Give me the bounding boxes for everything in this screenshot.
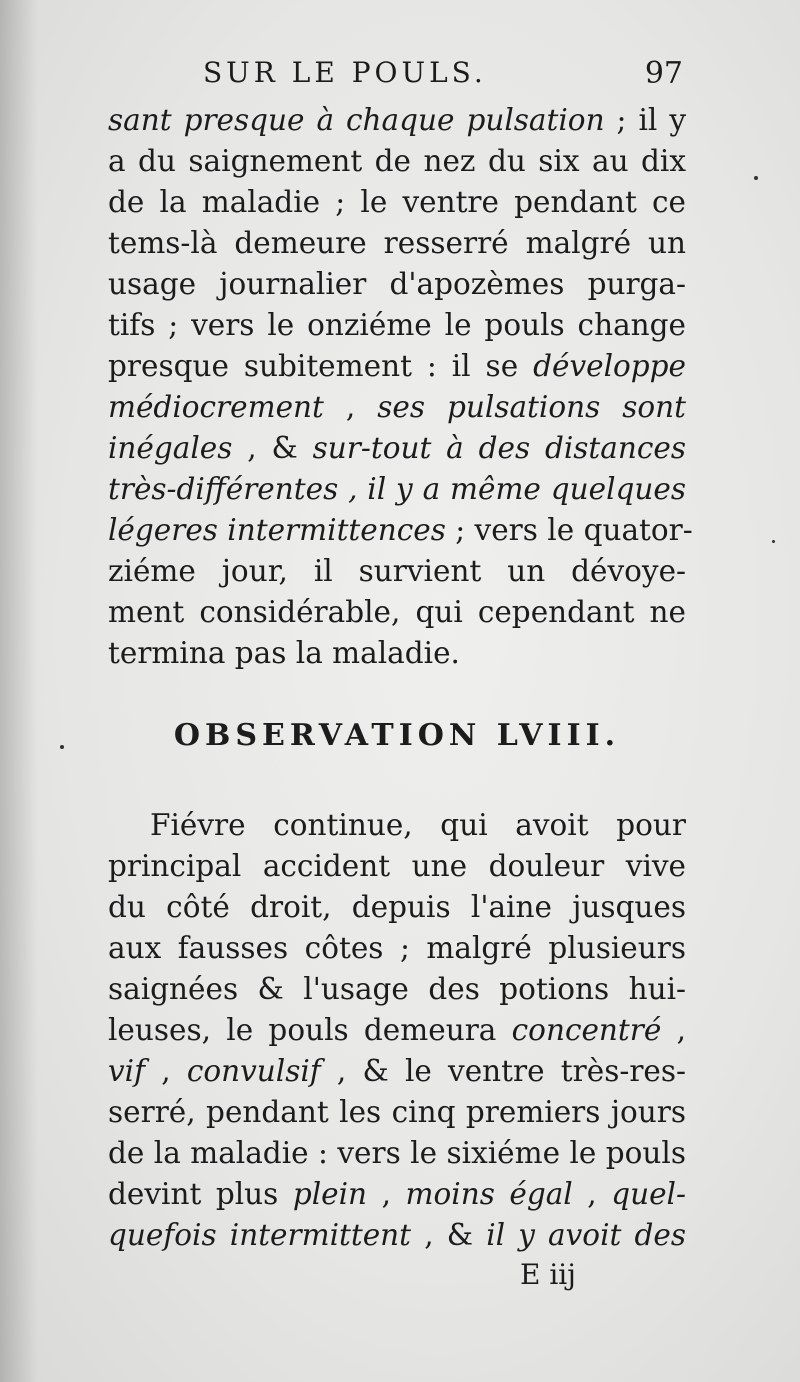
- roman-text: ,: [145, 1054, 187, 1088]
- italic-text: légeres intermittences: [108, 513, 446, 547]
- text-line: [108, 551, 686, 592]
- roman-text: ; vers le quator-: [445, 513, 693, 547]
- roman-text: ment considérable, qui cependant ne: [108, 595, 686, 629]
- text-line: [108, 387, 686, 428]
- text-line: [108, 633, 686, 674]
- running-head-title: SUR LE POULS.: [203, 56, 487, 89]
- roman-text: principal accident une douleur vive: [108, 849, 686, 883]
- roman-text: Fiévre continue, qui avoit pour: [150, 808, 686, 842]
- roman-text: termina pas la maladie.: [108, 636, 460, 670]
- roman-text: de la maladie : vers le sixiéme le pouls: [108, 1136, 686, 1170]
- text-line: [108, 510, 693, 551]
- italic-text: convulsif: [186, 1054, 321, 1088]
- roman-text: ; il y: [604, 103, 686, 137]
- paper-speck: [60, 745, 64, 749]
- italic-text: sur-tout à des distances: [312, 431, 686, 465]
- roman-text: tifs ; vers le onziéme le pouls change: [108, 308, 686, 342]
- italic-text: il y avoit des: [486, 1218, 687, 1252]
- text-line: [108, 223, 686, 264]
- page-number: 97: [644, 56, 683, 91]
- italic-text: quel-: [611, 1177, 686, 1211]
- roman-text: usage journalier d'apozèmes purga-: [108, 267, 686, 301]
- italic-text: ses pulsations sont: [377, 390, 686, 424]
- text-line: [108, 928, 686, 969]
- paper-speck: [754, 176, 758, 180]
- text-line: [108, 1215, 686, 1256]
- roman-text: leuses, le pouls demeura: [108, 1013, 512, 1047]
- text-line: [108, 305, 686, 346]
- italic-text: concentré: [511, 1013, 662, 1047]
- roman-text: ,: [323, 390, 378, 424]
- roman-text: ,: [367, 1177, 406, 1211]
- roman-text: tems-là demeure resserré malgré un: [108, 226, 686, 260]
- text-line: [108, 592, 686, 633]
- running-head: [108, 52, 683, 96]
- roman-text: , &: [232, 431, 313, 465]
- roman-text: de la maladie ; le ventre pendant ce: [108, 185, 686, 219]
- italic-text: sant presque à chaque pulsation: [108, 103, 605, 137]
- text-line: [108, 346, 686, 387]
- text-line: [108, 805, 686, 846]
- text-line: [108, 846, 686, 887]
- italic-text: inégales: [108, 431, 233, 465]
- roman-text: du côté droit, depuis l'aine jusques: [108, 890, 686, 924]
- roman-text: serré, pendant les cinq premiers jours: [108, 1095, 686, 1129]
- roman-text: , & le ventre très-res-: [320, 1054, 686, 1088]
- text-line: [108, 469, 686, 510]
- page-gutter-shadow: [0, 0, 38, 1382]
- roman-text: ,: [572, 1177, 612, 1211]
- roman-text: ziéme jour, il survient un dévoye-: [108, 554, 686, 588]
- text-line: [108, 1051, 686, 1092]
- italic-text: très-différentes , il y a même quelques: [108, 472, 686, 506]
- text-line: [108, 1092, 686, 1133]
- roman-text: ,: [661, 1013, 686, 1047]
- text-line: [108, 1174, 686, 1215]
- signature-mark: E iij: [520, 1258, 576, 1291]
- text-line: [108, 1133, 686, 1174]
- paragraph-continued: [108, 100, 693, 674]
- paper-speck: [772, 540, 775, 543]
- text-line: [108, 264, 686, 305]
- roman-text: a du saignement de nez du six au dix: [108, 144, 686, 178]
- roman-text: presque subitement : il se: [108, 349, 534, 383]
- observation-heading: OBSERVATION LVIII.: [173, 718, 621, 753]
- text-line: [108, 887, 686, 928]
- italic-text: plein: [292, 1177, 368, 1211]
- roman-text: devint plus: [108, 1177, 293, 1211]
- text-line: [108, 1010, 686, 1051]
- text-line: [108, 182, 686, 223]
- roman-text: aux fausses côtes ; malgré plusieurs: [108, 931, 686, 965]
- paragraph-observation: [108, 805, 686, 1256]
- italic-text: développe: [533, 349, 686, 383]
- roman-text: , &: [411, 1218, 487, 1252]
- text-line: [108, 428, 686, 469]
- italic-text: médiocrement: [108, 390, 324, 424]
- italic-text: vif: [108, 1054, 146, 1088]
- text-line: [108, 141, 686, 182]
- italic-text: quefois intermittent: [108, 1218, 412, 1252]
- text-line: [108, 969, 686, 1010]
- text-line: [108, 100, 686, 141]
- italic-text: moins égal: [405, 1177, 573, 1211]
- roman-text: saignées & l'usage des potions hui-: [108, 972, 686, 1006]
